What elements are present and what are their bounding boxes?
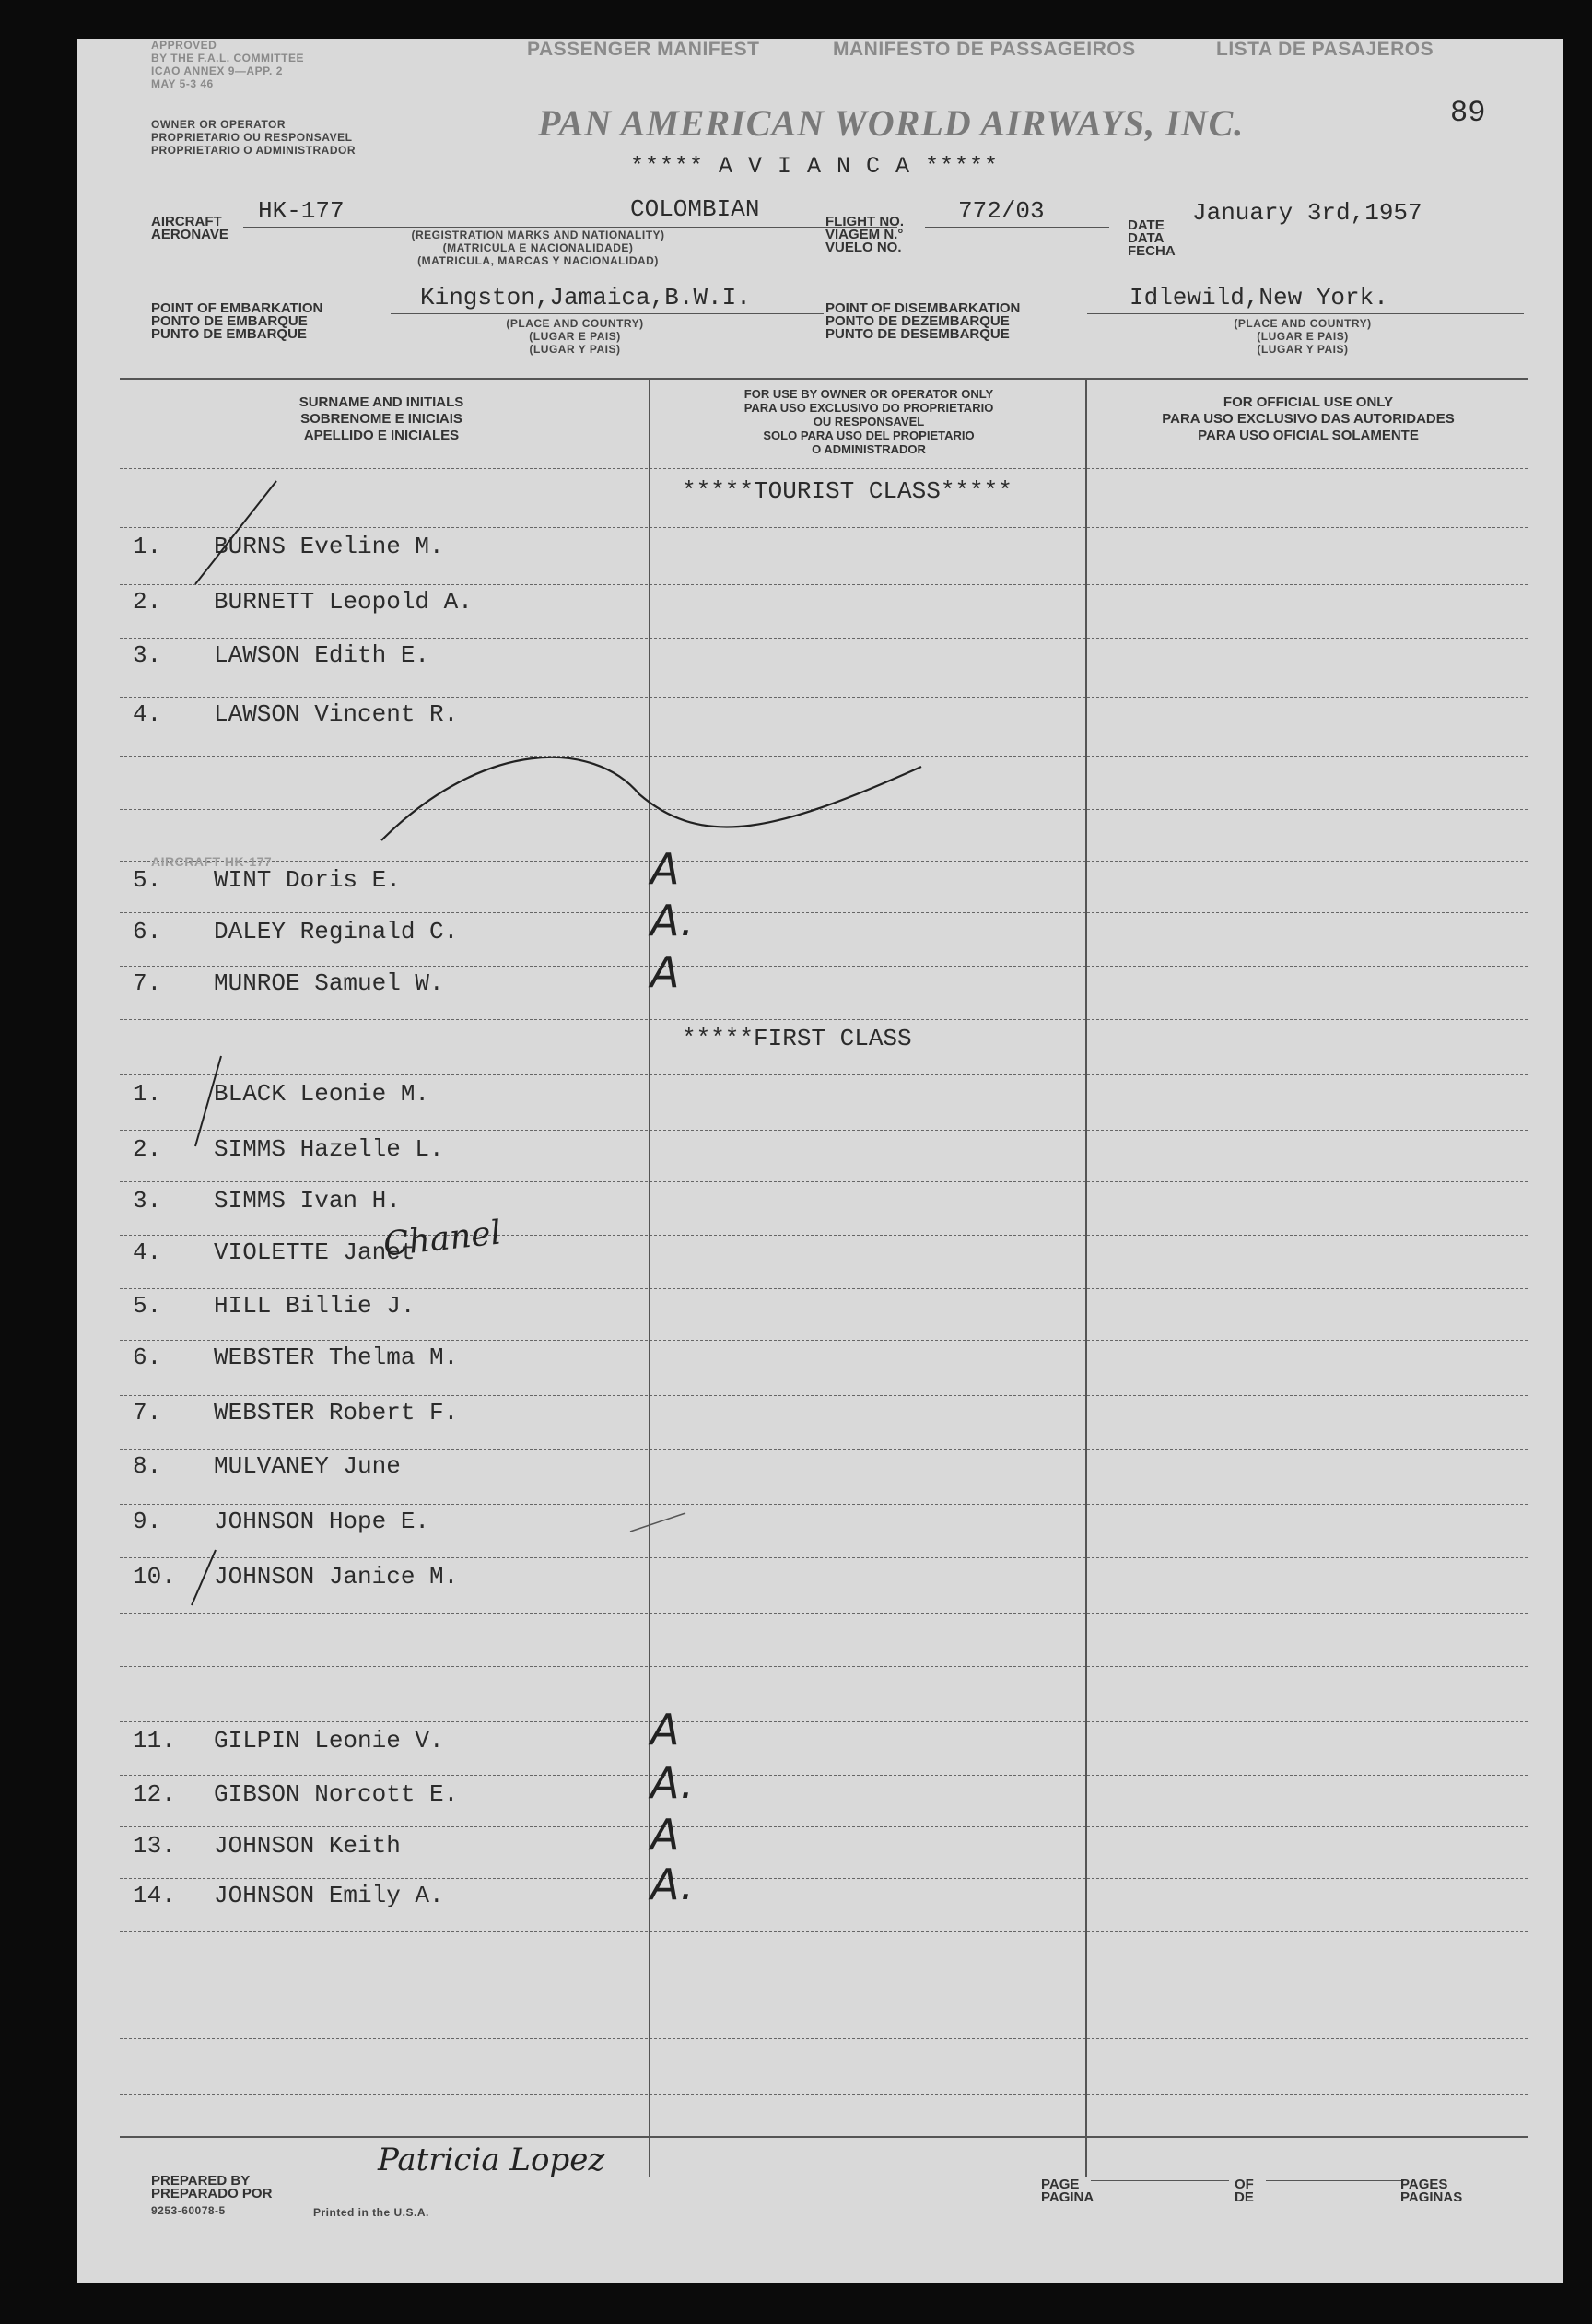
passenger-number: 7. <box>133 969 162 997</box>
handwritten-a-mark: A. <box>650 896 694 945</box>
nationality-value: COLOMBIAN <box>630 195 760 223</box>
title-spanish: LISTA DE PASAJEROS <box>1216 39 1434 60</box>
passenger-name: JOHNSON Keith <box>214 1832 401 1860</box>
handwritten-correction: Chanel <box>381 1214 503 1264</box>
passenger-number: 5. <box>133 1292 162 1320</box>
passenger-number: 3. <box>133 641 162 669</box>
passenger-name: BURNS Eveline M. <box>214 533 444 560</box>
passenger-number: 9. <box>133 1508 162 1535</box>
passenger-number: 13. <box>133 1832 176 1860</box>
passenger-number: 12. <box>133 1780 176 1808</box>
passenger-number: 1. <box>133 533 162 560</box>
flight-label: FLIGHT NO. VIAGEM N.° VUELO NO. <box>825 214 904 255</box>
passenger-name: MUNROE Samuel W. <box>214 969 444 997</box>
ghost-aircraft-stamp: AIRCRAFT HK-177 <box>151 854 273 869</box>
disembark-place-label: (PLACE AND COUNTRY) (LUGAR E PAIS) (LUGAR Y PAIS) <box>1234 317 1372 356</box>
col-header-operator: FOR USE BY OWNER OR OPERATOR ONLY PARA USO EXCLUSIVO DO PROPRIETARIO OU RESPONSAVEL SOLO PARA USO DEL PROPIETARIO O ADMINISTRADOR <box>743 387 994 456</box>
embark-value: Kingston,Jamaica,B.W.I. <box>420 284 751 311</box>
passenger-number: 7. <box>133 1399 162 1426</box>
page-label: PAGE PAGINA <box>1041 2177 1094 2205</box>
airline-line: ***** A V I A N C A ***** <box>630 153 1000 180</box>
passenger-number: 6. <box>133 1344 162 1371</box>
preparer-signature: Patricia Lopez <box>378 2142 605 2178</box>
passenger-number: 6. <box>133 918 162 945</box>
handwritten-a-mark: A <box>650 844 680 894</box>
passenger-name: WEBSTER Thelma M. <box>214 1344 459 1371</box>
passenger-name: LAWSON Edith E. <box>214 641 430 669</box>
passenger-number: 10. <box>133 1563 176 1590</box>
pen-marks <box>77 39 1563 2283</box>
passenger-number: 5. <box>133 866 162 894</box>
manifest-sheet <box>77 39 1563 2283</box>
passenger-name: HILL Billie J. <box>214 1292 416 1320</box>
passenger-number: 2. <box>133 588 162 616</box>
date-label: DATE DATA FECHA <box>1128 217 1176 259</box>
col-header-surname: SURNAME AND INITIALS SOBRENOME E INICIAIS APELLIDO E INICIALES <box>298 394 464 443</box>
form-code: 9253-60078-5 <box>151 2204 226 2217</box>
printed-in-usa: Printed in the U.S.A. <box>313 2206 429 2219</box>
embark-place-label: (PLACE AND COUNTRY) (LUGAR E PAIS) (LUGAR Y PAIS) <box>506 317 644 356</box>
passenger-name: JOHNSON Janice M. <box>214 1563 459 1590</box>
passenger-number: 3. <box>133 1187 162 1215</box>
of-label: OF DE <box>1235 2177 1254 2205</box>
passenger-name: JOHNSON Emily A. <box>214 1882 444 1909</box>
passenger-name: MULVANEY June <box>214 1452 401 1480</box>
aircraft-value: HK-177 <box>258 197 345 225</box>
passenger-name: VIOLETTE Janet <box>214 1238 416 1266</box>
stray-mark <box>630 1513 685 1532</box>
passenger-name: LAWSON Vincent R. <box>214 700 459 728</box>
company-name: PAN AMERICAN WORLD AIRWAYS, INC. <box>538 102 1245 144</box>
title-portuguese: MANIFESTO DE PASSAGEIROS <box>833 39 1136 60</box>
embark-label: POINT OF EMBARKATION PONTO DE EMBARQUE PUNTO DE EMBARQUE <box>151 300 323 342</box>
passenger-name: SIMMS Hazelle L. <box>214 1135 444 1163</box>
scribble-stroke <box>381 757 921 840</box>
flight-value: 772/03 <box>958 197 1045 225</box>
checkmark-stroke <box>195 481 276 584</box>
passenger-name: SIMMS Ivan H. <box>214 1187 401 1215</box>
approval-stamp: APPROVED BY THE F.A.L. COMMITTEE ICAO ANNEX 9—APP. 2 MAY 5-3 46 <box>151 39 304 90</box>
passenger-name: WEBSTER Robert F. <box>214 1399 459 1426</box>
passenger-number: 4. <box>133 1238 162 1266</box>
owner-label: OWNER OR OPERATOR PROPRIETARIO OU RESPONSAVEL PROPRIETARIO O ADMINISTRADOR <box>151 118 357 157</box>
passenger-name: GIBSON Norcott E. <box>214 1780 459 1808</box>
aircraft-label: AIRCRAFT AERONAVE <box>151 214 228 242</box>
title-english: PASSENGER MANIFEST <box>527 39 760 60</box>
passenger-name: BLACK Leonie M. <box>214 1080 430 1108</box>
disembark-label: POINT OF DISEMBARKATION PONTO DE DEZEMBARQUE PUNTO DE DESEMBARQUE <box>825 300 1021 342</box>
prepared-label: PREPARED BY PREPARADO POR <box>151 2173 273 2201</box>
passenger-number: 1. <box>133 1080 162 1108</box>
col-header-official: FOR OFFICIAL USE ONLY PARA USO EXCLUSIVO DAS AUTORIDADES PARA USO OFICIAL SOLAMENTE <box>1162 394 1455 443</box>
passenger-name: BURNETT Leopold A. <box>214 588 473 616</box>
passenger-number: 14. <box>133 1882 176 1909</box>
registration-label: (REGISTRATION MARKS AND NATIONALITY) (MATRICULA E NACIONALIDADE) (MATRICULA, MARCAS Y NACIONALIDAD) <box>411 229 665 267</box>
handwritten-a-mark: A <box>650 1705 680 1755</box>
first-class-label: *****FIRST CLASS <box>682 1025 912 1052</box>
pages-label: PAGES PAGINAS <box>1400 2177 1463 2205</box>
passenger-name: GILPIN Leonie V. <box>214 1727 444 1755</box>
passenger-name: DALEY Reginald C. <box>214 918 459 945</box>
handwritten-a-mark: A. <box>650 1758 694 1808</box>
passenger-name: WINT Doris E. <box>214 866 401 894</box>
page-number: 89 <box>1450 96 1486 130</box>
disembark-value: Idlewild,New York. <box>1130 284 1388 311</box>
passenger-number: 4. <box>133 700 162 728</box>
passenger-number: 11. <box>133 1727 176 1755</box>
passenger-number: 2. <box>133 1135 162 1163</box>
handwritten-a-mark: A. <box>650 1860 694 1909</box>
passenger-number: 8. <box>133 1452 162 1480</box>
tourist-class-label: *****TOURIST CLASS***** <box>682 477 1013 505</box>
handwritten-a-mark: A <box>650 1810 680 1860</box>
handwritten-a-mark: A <box>650 947 680 997</box>
checkmark-stroke <box>195 1056 221 1146</box>
date-value: January 3rd,1957 <box>1192 199 1422 227</box>
checkmark-stroke <box>192 1550 216 1605</box>
passenger-name: JOHNSON Hope E. <box>214 1508 430 1535</box>
